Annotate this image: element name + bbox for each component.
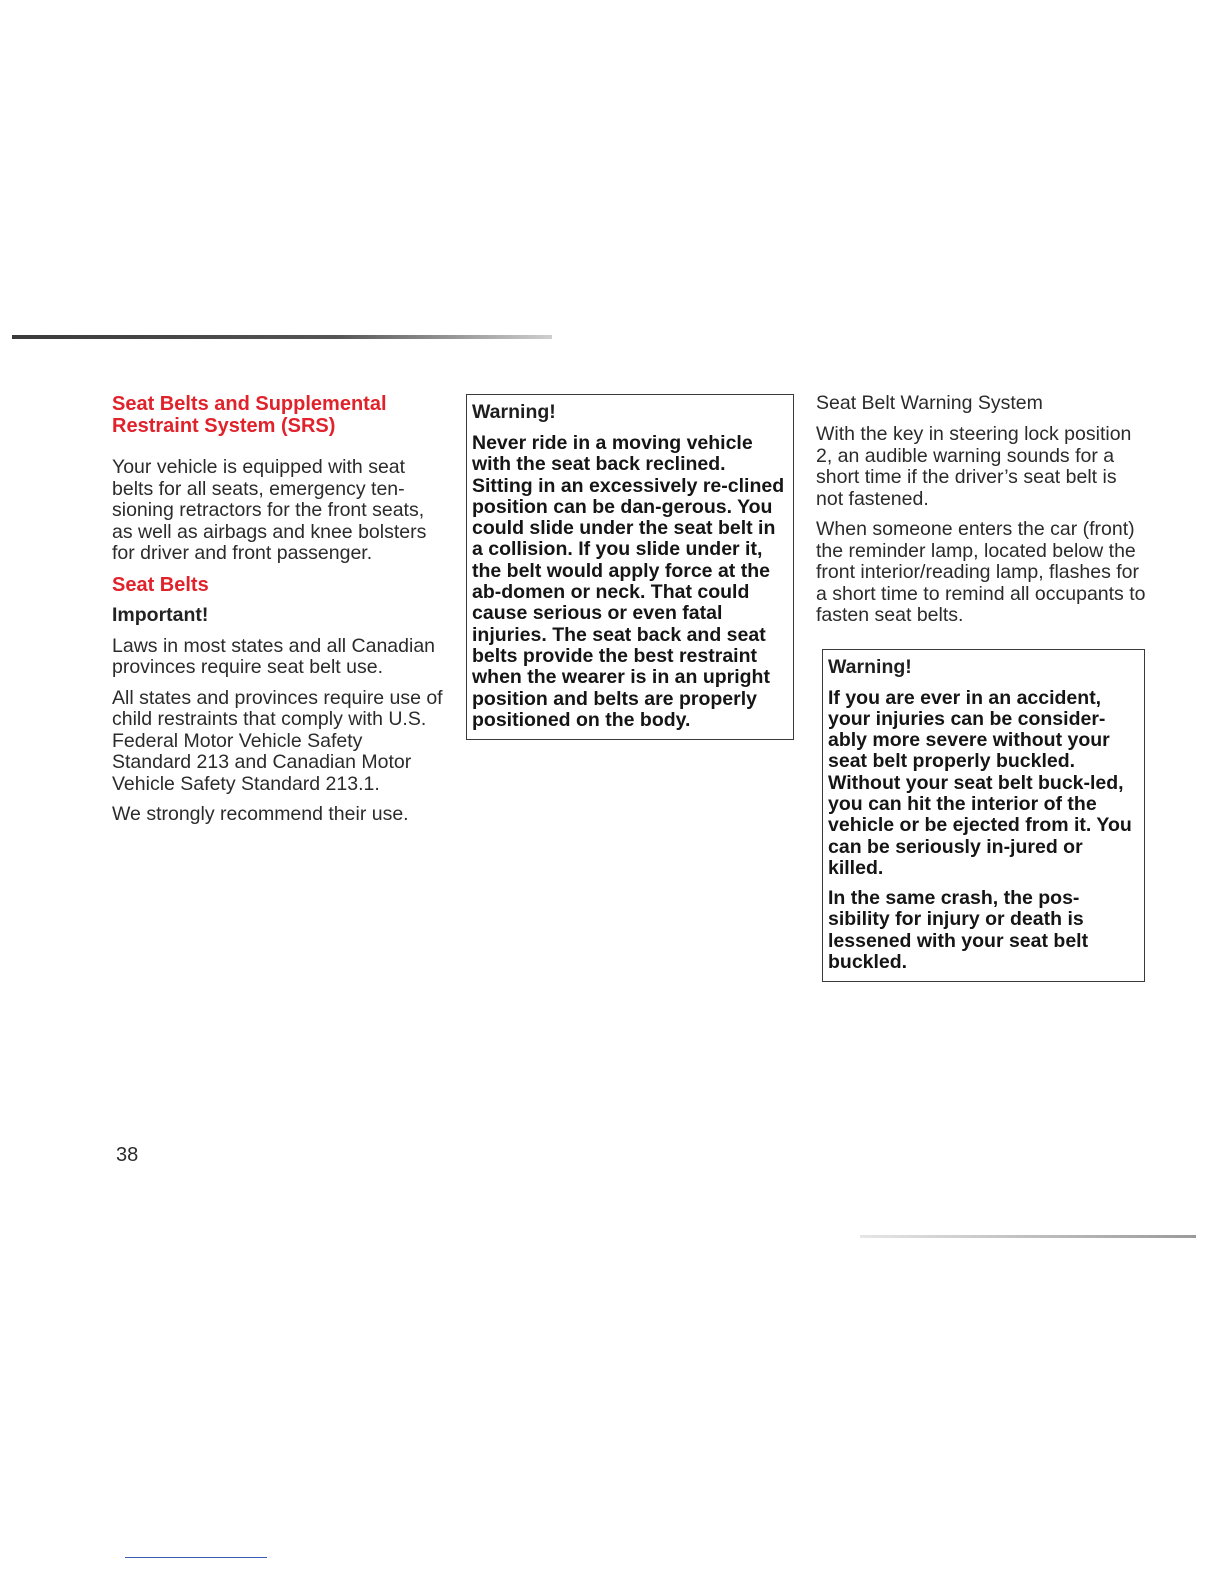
footer-blue-rule (125, 1557, 267, 1558)
warning-system-title: Seat Belt Warning System (816, 392, 1043, 414)
warning-box (822, 649, 1145, 983)
warning-text: If you are ever in an accident, your injuries can be consider-ably more severe without your seat belt properly buckled. Without your seat belt buck-led, you can hit the interior of the vehicle or be ejected from it. You can be seriously in-jured or killed. (828, 686, 1132, 879)
left-column (112, 393, 444, 835)
middle-column (466, 394, 794, 740)
warning-box (466, 394, 794, 740)
bottom-divider-rule (860, 1235, 1196, 1238)
body-paragraph: All states and provinces require use of child restraints that comply with U.S. Federal Motor Vehicle Safety Standard 213 and Canadian Motor Vehicle Safety Standard 213.1. (112, 686, 443, 795)
body-paragraph: When someone enters the car (front) the reminder lamp, located below the front interior/reading lamp, flashes for a short time to remind all occupants to fasten seat belts. (816, 518, 1146, 626)
intro-paragraph: Your vehicle is equipped with seat belts for all seats, emergency ten-sioning retractors for the front seats, as well as airbags and knee bolsters for driver and front passenger. (112, 456, 427, 564)
subsection-title: Seat Belts (112, 573, 209, 596)
body-paragraph: With the key in steering lock position 2, an audible warning sounds for a short time if the driver’s seat belt is not fastened. (816, 423, 1132, 510)
page-number: 38 (116, 1144, 139, 1166)
section-title: Seat Belts and Supplemental Restraint System (SRS) (112, 393, 387, 437)
warning-text: Never ride in a moving vehicle with the seat back reclined. Sitting in an excessively re-clined position can be dan-gerous. You could slide under the seat belt in a collision. If you slide under it, the belt would apply force at the ab-domen or neck. That could cause serious or even fatal injuries. The seat back and seat belts provide the best restraint when the wearer is in an upright position and belts are properly positioned on the body. (472, 432, 785, 731)
warning-title: Warning! (472, 401, 556, 423)
body-paragraph: Laws in most states and all Canadian provinces require seat belt use. (112, 634, 436, 678)
right-column (816, 392, 1146, 982)
warning-title: Warning! (828, 655, 912, 678)
body-paragraph: We strongly recommend their use. (112, 803, 409, 825)
important-label: Important! (112, 603, 209, 626)
top-divider-rule (12, 335, 552, 339)
warning-text: In the same crash, the pos-sibility for injury or death is lessened with your seat belt buckled. (828, 887, 1089, 974)
